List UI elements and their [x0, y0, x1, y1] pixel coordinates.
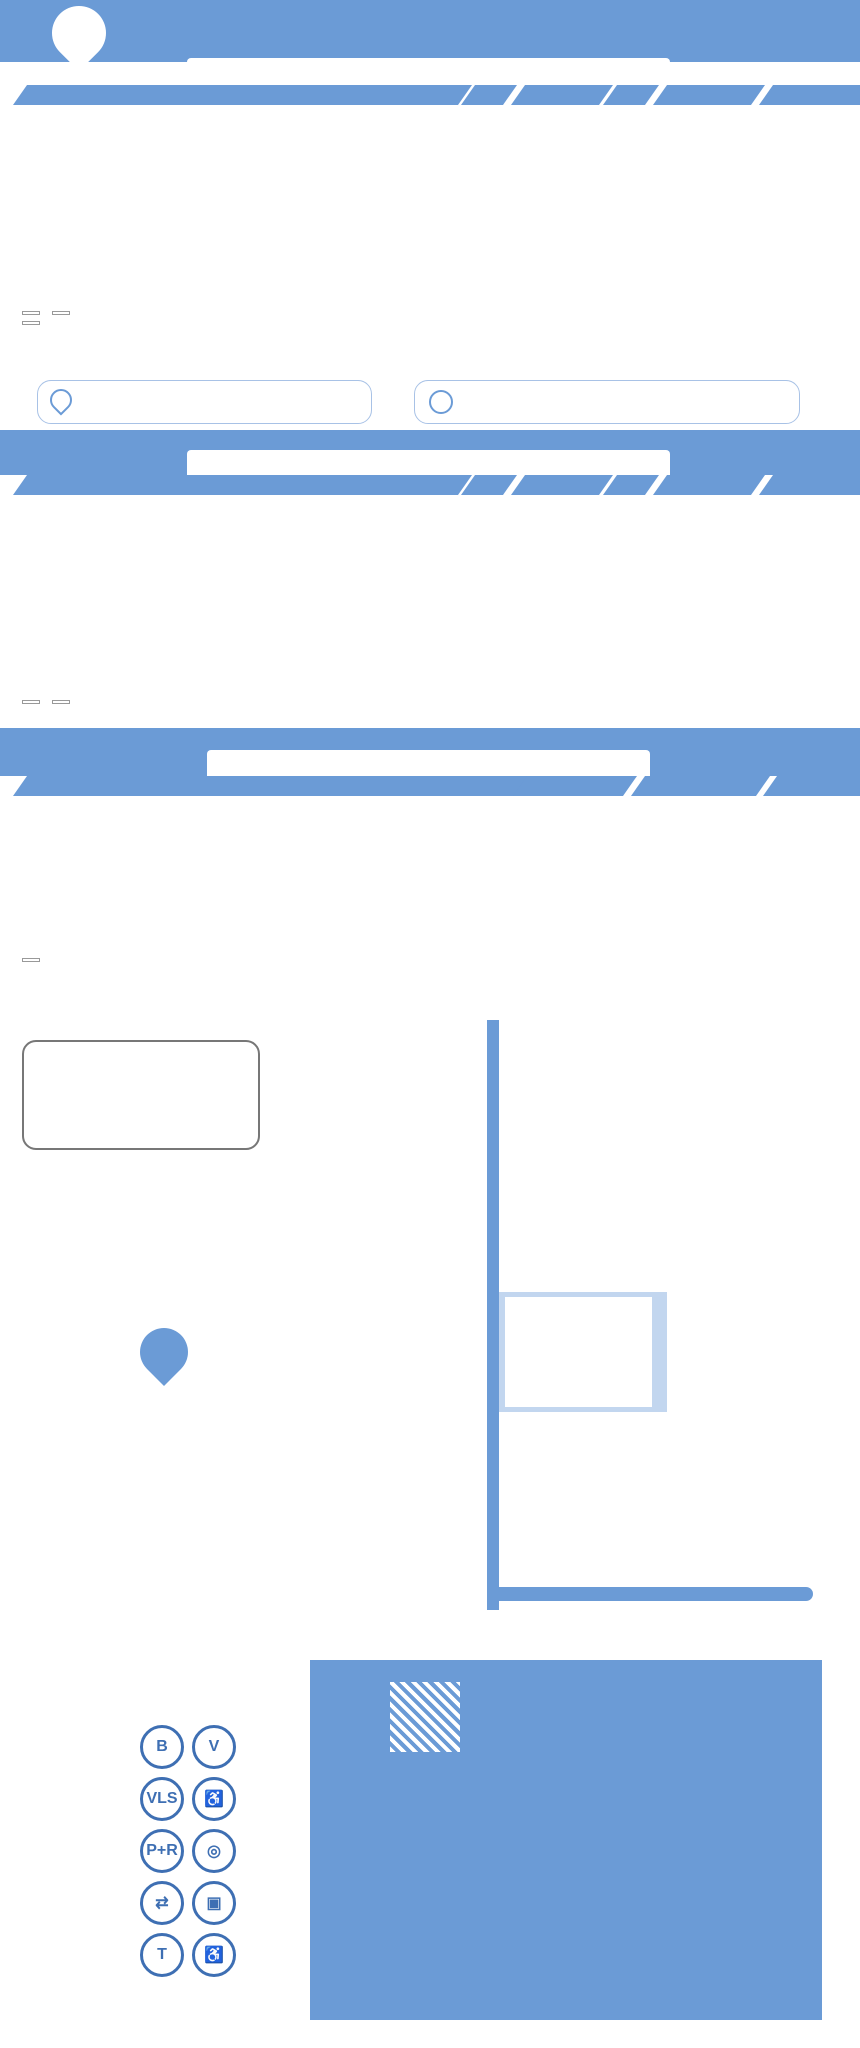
info-box-horaires: [414, 380, 800, 424]
carpool-icon: ⇄: [140, 1881, 184, 1925]
zone-5: [759, 475, 860, 495]
zone-0: [13, 475, 472, 495]
park-ride-icon: P+R: [140, 1829, 184, 1873]
zone-2: [511, 85, 613, 105]
route-end: [487, 1587, 813, 1601]
bike-share-icon: VLS: [140, 1777, 184, 1821]
clock-icon: [429, 390, 453, 414]
timetable-holidays: [0, 495, 860, 680]
zone-strip-3: [0, 776, 860, 796]
table1-title: [187, 58, 670, 84]
info-box-arret: [37, 380, 372, 424]
wheelchair-icon: ♿: [192, 1933, 236, 1977]
occasional-route-left: [499, 1292, 505, 1412]
zone-3: [763, 776, 860, 796]
zone-0: [13, 85, 472, 105]
zone-5: [759, 85, 860, 105]
cycle-icon: ◎: [192, 1829, 236, 1873]
occasional-route: [503, 1292, 667, 1412]
zone-4: [653, 85, 765, 105]
zone-1: [513, 776, 637, 796]
car-icon: ▣: [192, 1881, 236, 1925]
contact-panel: [310, 1660, 822, 2020]
taxi-icon: T: [140, 1933, 184, 1977]
bus-icon: B: [140, 1725, 184, 1769]
table2-title: [187, 450, 670, 476]
timetable-school: [0, 105, 860, 295]
zone-3: [603, 475, 659, 495]
occasional-route-right: [652, 1292, 666, 1412]
vacances-box: [22, 1040, 260, 1150]
zone-2: [511, 475, 613, 495]
legend-3: [22, 950, 46, 968]
pin-icon: [45, 384, 76, 415]
accessibility-icon: ♿: [192, 1777, 236, 1821]
zone-4: [653, 475, 765, 495]
table3-title: [207, 750, 650, 776]
zone-strip-2: [0, 475, 860, 495]
plan-pin: [130, 1318, 198, 1386]
timetable-saturday: [0, 796, 860, 941]
legend-1: [22, 303, 76, 331]
zone-strip-1: [0, 85, 860, 105]
services-grid: [140, 1725, 236, 1977]
legend-2: [22, 692, 76, 710]
zone-3: [603, 85, 659, 105]
route-line: [487, 1020, 499, 1610]
bike-icon: V: [192, 1725, 236, 1769]
zone-2: [631, 776, 770, 796]
header-banner: [0, 0, 860, 62]
qr-code: [390, 1682, 460, 1752]
